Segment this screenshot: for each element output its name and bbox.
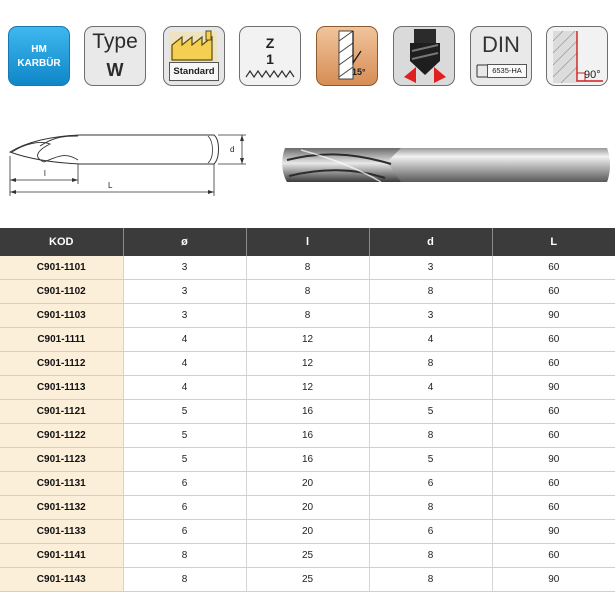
kod-cell: C901-1131 (0, 472, 123, 496)
cutting-length-cell: 8 (246, 304, 369, 328)
dimensions-table-container (0, 228, 615, 592)
shank-diameter-cell: 4 (369, 376, 492, 400)
flute-value: 1 (266, 51, 274, 67)
diameter-cell: 5 (123, 424, 246, 448)
table-row (0, 328, 615, 352)
cutting-length-cell: 20 (246, 496, 369, 520)
shank-diameter-cell: 6 (369, 520, 492, 544)
diameter-cell: 5 (123, 448, 246, 472)
kod-cell: C901-1111 (0, 328, 123, 352)
cutting-length-cell: 20 (246, 472, 369, 496)
dim-L-label: L (108, 181, 113, 190)
cutting-length-cell: 8 (246, 280, 369, 304)
table-header-row (0, 228, 615, 256)
diameter-cell: 4 (123, 328, 246, 352)
table-row (0, 424, 615, 448)
cutting-length-cell: 12 (246, 328, 369, 352)
table-row (0, 400, 615, 424)
cutting-length-cell: 12 (246, 376, 369, 400)
table-row (0, 256, 615, 280)
table-row (0, 280, 615, 304)
din-title: DIN (482, 32, 520, 57)
total-length-cell: 90 (492, 448, 615, 472)
total-length-cell: 60 (492, 496, 615, 520)
kod-cell: C901-1102 (0, 280, 123, 304)
cutting-direction-badge (393, 26, 455, 86)
dim-l-label: l (44, 169, 46, 178)
kod-cell: C901-1122 (0, 424, 123, 448)
dimensions-table (0, 228, 615, 592)
end-angle-badge (546, 26, 608, 86)
tool-outline (10, 135, 219, 164)
end-mill-photo (281, 142, 611, 188)
total-length-cell: 60 (492, 352, 615, 376)
cutting-length-cell: 8 (246, 256, 369, 280)
total-length-cell: 60 (492, 400, 615, 424)
table-row (0, 496, 615, 520)
total-length-cell: 90 (492, 520, 615, 544)
header-shank-diameter: d (369, 228, 492, 256)
cutting-length-cell: 25 (246, 568, 369, 592)
cutting-direction-icon (394, 27, 455, 86)
table-row (0, 376, 615, 400)
kod-cell: C901-1141 (0, 544, 123, 568)
kod-cell: C901-1123 (0, 448, 123, 472)
diameter-cell: 8 (123, 544, 246, 568)
table-row (0, 448, 615, 472)
flute-label: Z (265, 35, 275, 51)
kod-cell: C901-1101 (0, 256, 123, 280)
kod-cell: C901-1113 (0, 376, 123, 400)
cutting-length-cell: 16 (246, 448, 369, 472)
diameter-cell: 3 (123, 256, 246, 280)
total-length-cell: 60 (492, 328, 615, 352)
header-total-length: L (492, 228, 615, 256)
total-length-cell: 60 (492, 544, 615, 568)
diameter-cell: 6 (123, 496, 246, 520)
cutting-length-cell: 16 (246, 424, 369, 448)
helix-angle-label: 15° (352, 67, 366, 77)
header-diameter: ø (123, 228, 246, 256)
carbide-label: KARBÜR (17, 58, 61, 69)
diameter-cell: 5 (123, 400, 246, 424)
kod-cell: C901-1133 (0, 520, 123, 544)
header-cutting-length: l (246, 228, 369, 256)
diameter-cell: 3 (123, 280, 246, 304)
kod-cell: C901-1103 (0, 304, 123, 328)
kod-cell: C901-1112 (0, 352, 123, 376)
total-length-cell: 60 (492, 280, 615, 304)
total-length-cell: 60 (492, 256, 615, 280)
shank-diameter-cell: 8 (369, 280, 492, 304)
diameter-cell: 8 (123, 568, 246, 592)
shank-diameter-cell: 8 (369, 424, 492, 448)
diameter-cell: 3 (123, 304, 246, 328)
diameter-cell: 4 (123, 376, 246, 400)
tool-technical-drawing (0, 122, 270, 202)
table-row (0, 520, 615, 544)
table-row (0, 568, 615, 592)
shank-diameter-cell: 8 (369, 544, 492, 568)
total-length-cell: 90 (492, 376, 615, 400)
hm-carbide-badge (8, 26, 70, 86)
din-norm-label: 6535-HA (487, 64, 527, 78)
kod-cell: C901-1143 (0, 568, 123, 592)
cutting-length-cell: 25 (246, 544, 369, 568)
kod-cell: C901-1132 (0, 496, 123, 520)
shank-diameter-cell: 3 (369, 256, 492, 280)
table-row (0, 544, 615, 568)
table-row (0, 472, 615, 496)
shank-diameter-cell: 5 (369, 400, 492, 424)
total-length-cell: 60 (492, 472, 615, 496)
shank-diameter-cell: 8 (369, 352, 492, 376)
type-badge (84, 26, 146, 86)
kod-cell: C901-1121 (0, 400, 123, 424)
total-length-cell: 90 (492, 304, 615, 328)
standard-label: Standard (169, 62, 219, 81)
end-angle-label: 90° (584, 69, 601, 81)
cutting-length-cell: 12 (246, 352, 369, 376)
diameter-cell: 6 (123, 472, 246, 496)
type-label: Type (92, 30, 138, 53)
din-norm-badge (470, 26, 532, 86)
diameter-cell: 6 (123, 520, 246, 544)
shank-diameter-cell: 3 (369, 304, 492, 328)
standard-badge (163, 26, 225, 86)
helix-angle-badge (316, 26, 378, 86)
feature-icon-bar (8, 26, 608, 90)
cutting-length-cell: 20 (246, 520, 369, 544)
shank-diameter-cell: 8 (369, 568, 492, 592)
helix-angle-icon (317, 27, 378, 86)
type-value: W (106, 60, 124, 80)
sawtooth-icon (240, 27, 301, 86)
flute-count-badge (239, 26, 301, 86)
shank-diameter-cell: 5 (369, 448, 492, 472)
total-length-cell: 60 (492, 424, 615, 448)
shank-diameter-cell: 6 (369, 472, 492, 496)
table-row (0, 352, 615, 376)
table-row (0, 304, 615, 328)
total-length-cell: 90 (492, 568, 615, 592)
header-kod: KOD (0, 228, 123, 256)
hm-label: HM (31, 44, 47, 55)
dim-d-label: d (230, 145, 235, 154)
shank-diameter-cell: 4 (369, 328, 492, 352)
shank-diameter-cell: 8 (369, 496, 492, 520)
cutting-length-cell: 16 (246, 400, 369, 424)
diameter-cell: 4 (123, 352, 246, 376)
